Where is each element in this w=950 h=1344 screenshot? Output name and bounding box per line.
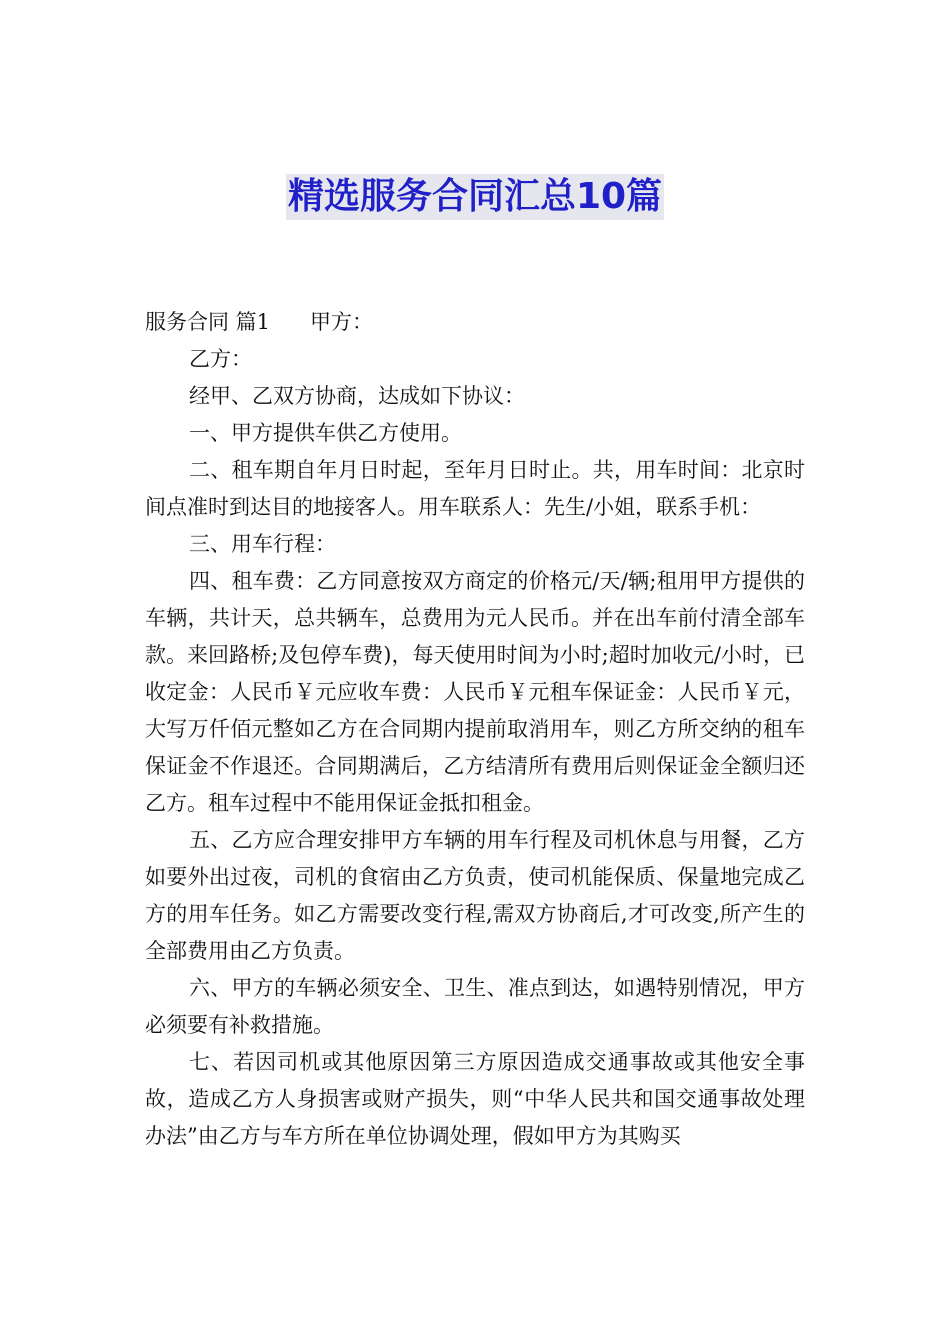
paragraph-clause-1: 一、甲方提供车供乙方使用。: [189, 421, 462, 445]
paragraph-clause-5: 五、乙方应合理安排甲方车辆的用车行程及司机休息与用餐，乙方如要外出过夜，司机的食宿由乙方负责，使司机能保质、保量地完成乙方的用车任务。如乙方需要改变行程,需双方协商后,才可改变,所产生的全部费用由乙方负责。: [145, 828, 805, 963]
paragraph-clause-7: 七、若因司机或其他原因第三方原因造成交通事故或其他安全事故，造成乙方人身损害或财产损失，则“中华人民共和国交通事故处理办法”由乙方与车方所在单位协调处理，假如甲方为其购买: [145, 1050, 805, 1148]
document-title: 精选服务合同汇总10篇: [286, 174, 664, 220]
party-a-label: 甲方：: [310, 310, 374, 334]
heading-line: [145, 304, 805, 341]
paragraph-intro: 经甲、乙双方协商，达成如下协议：: [189, 384, 525, 408]
section-heading: 服务合同 篇1: [145, 310, 271, 334]
paragraph-clause-4: 四、租车费：乙方同意按双方商定的价格元/天/辆;租用甲方提供的车辆，共计天，总共辆车，总费用为元人民币。并在出车前付清全部车款。来回路桥;及包停车费)，每天使用时间为小时;超时加收元/小时，已收定金：人民币￥元应收车费：人民币￥元租车保证金：人民币￥元，大写万仟佰元整如乙方在合同期内提前取消用车，则乙方所交纳的租车保证金不作退还。合同期满后，乙方结清所有费用后则保证金全额归还乙方。租车过程中不能用保证金抵扣租金。: [145, 569, 805, 815]
document-body: [145, 304, 805, 1155]
paragraph-party-b: 乙方：: [189, 347, 252, 371]
title-container: [0, 174, 950, 220]
paragraph-clause-6: 六、甲方的车辆必须安全、卫生、准点到达，如遇特别情况，甲方必须要有补救措施。: [145, 976, 805, 1037]
paragraph-clause-2: 二、租车期自年月日时起，至年月日时止。共，用车时间：北京时间点准时到达目的地接客人。用车联系人：先生/小姐，联系手机：: [145, 458, 805, 519]
paragraph-clause-3: 三、用车行程：: [189, 532, 336, 556]
